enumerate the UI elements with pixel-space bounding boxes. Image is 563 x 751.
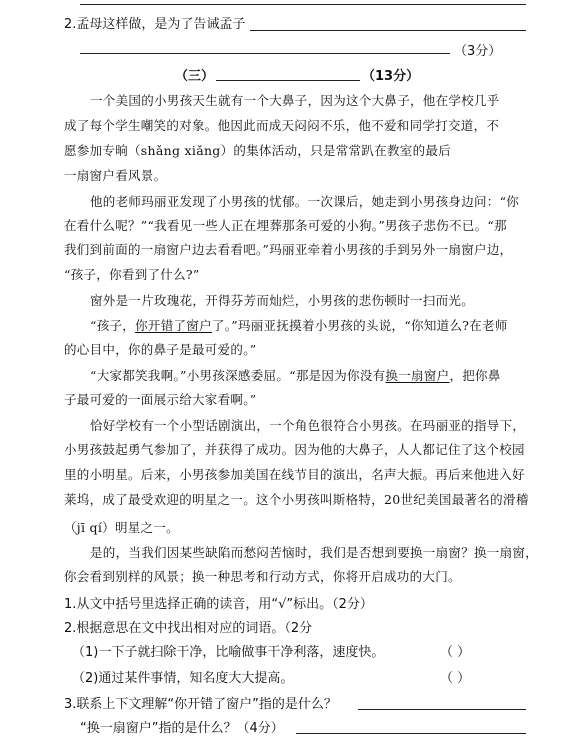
passage-text: 了。”玛丽亚抚摸着小男孩的头说，“你知道么?在老师 <box>211 318 508 333</box>
q3-answer-line-1[interactable] <box>358 709 526 710</box>
passage-line: 的心目中，你的鼻子是最可爱的。” <box>64 342 257 357</box>
passage-line: 他的老师玛丽亚发现了小男孩的忧郁。一次课后，她走到小男孩身边问：“你 <box>90 194 520 209</box>
q2-answer-line-2[interactable] <box>80 53 450 54</box>
passage-text: “孩子， <box>90 318 136 333</box>
top-answer-line <box>80 4 526 5</box>
passage-line: “孩子，你看到了什么?” <box>64 267 200 282</box>
passage-line: 在看什么呢？”“我看见一些人正在埋葬那条可爱的小狗。”男孩子悲伤不已。“那 <box>64 218 507 233</box>
q2-prompt: 2.孟母这样做，是为了告诫孟子 <box>64 17 246 32</box>
question-2-item-1: （1)一下子就扫除干净，比喻做事干净利落，速度快。 <box>72 645 385 660</box>
passage-line: 小男孩鼓起勇气参加了，并获得了成功。因为他的大鼻子，人人都记住了这个校园 <box>64 442 525 457</box>
passage-line: 成了每个学生嘲笑的对象。他因此而成天闷闷不乐，他不爱和同学打交道，不 <box>64 118 500 133</box>
passage-text: ，把你鼻 <box>449 368 501 383</box>
passage-line: 愿参加专晌（shǎng xiǎng）的集体活动，只是常常趴在教室的最后 <box>64 143 451 158</box>
question-2-item-2: （2)通过某件事情，知名度大大提高。 <box>72 671 294 686</box>
underlined-phrase-wrong-window: 你开错了窗户 <box>135 318 212 333</box>
passage-line: 你会看到别样的风景；换一种思考和行动方式，你将开启成功的大门。 <box>64 569 461 584</box>
passage-paragraph-5 <box>90 366 501 384</box>
passage-line: 一个美国的小男孩天生就有一个大鼻子，因为这个大鼻子，他在学校几乎 <box>90 93 500 108</box>
answer-parentheses-2[interactable]: （ ） <box>440 671 471 686</box>
question-1: 1.从文中括号里选择正确的读音，用“√”标出。（2分） <box>64 597 373 612</box>
passage-line: 子最可爱的一面展示给大家看啊。” <box>64 392 257 407</box>
q2-score: （3分） <box>454 44 502 59</box>
answer-parentheses-1[interactable]: （ ） <box>440 645 471 660</box>
passage-line: 是的，当我们因某些缺陷而愁闷苦恼时，我们是否想到要换一扇窗？换一扇窗， <box>90 545 539 560</box>
passage-line: 一扇窗户看风景。 <box>64 168 167 183</box>
passage-line: 里的小明星。后来，小男孩参加美国在线节目的演出，名声大振。再后来他进入好 <box>64 467 525 482</box>
section-number: （三） <box>175 69 215 84</box>
q3-answer-line-2[interactable] <box>296 733 526 734</box>
passage-paragraph-4 <box>90 316 508 334</box>
q2-answer-line-1[interactable] <box>250 30 526 31</box>
passage-paragraph-3: 窗外是一片玫瑰花，开得芬芳而灿烂，小男孩的悲伤顿时一扫而光。 <box>90 293 475 308</box>
question-3-part-2: “换一扇窗户”指的是什么？（4分） <box>80 721 284 736</box>
passage-line: （jī qí）明星之一。 <box>64 520 179 535</box>
section-title-blank[interactable] <box>216 80 360 81</box>
section-score: （13分） <box>362 69 420 84</box>
question-2: 2.根据意思在文中找出相对应的词语。（2分 <box>64 621 313 636</box>
passage-line: 恰好学校有一个小型话剧演出，一个角色很符合小男孩。在玛丽亚的指导下， <box>90 418 526 433</box>
passage-text: “大家都笑我啊。”小男孩深感委屈。“那是因为你没有 <box>90 368 386 383</box>
underlined-phrase-change-window: 换一扇窗户 <box>385 368 450 383</box>
passage-line: 莱坞，成了最受欢迎的明星之一。这个小男孩叫斯格特，20世纪美国最著名的滑稽 <box>64 492 529 507</box>
passage-line: 我们到前面的一扇窗户边去看看吧。”玛丽亚牵着小男孩的手到另外一扇窗户边， <box>64 242 513 257</box>
question-3: 3.联系上下文理解“你开错了窗户”指的是什么？ <box>64 697 337 712</box>
